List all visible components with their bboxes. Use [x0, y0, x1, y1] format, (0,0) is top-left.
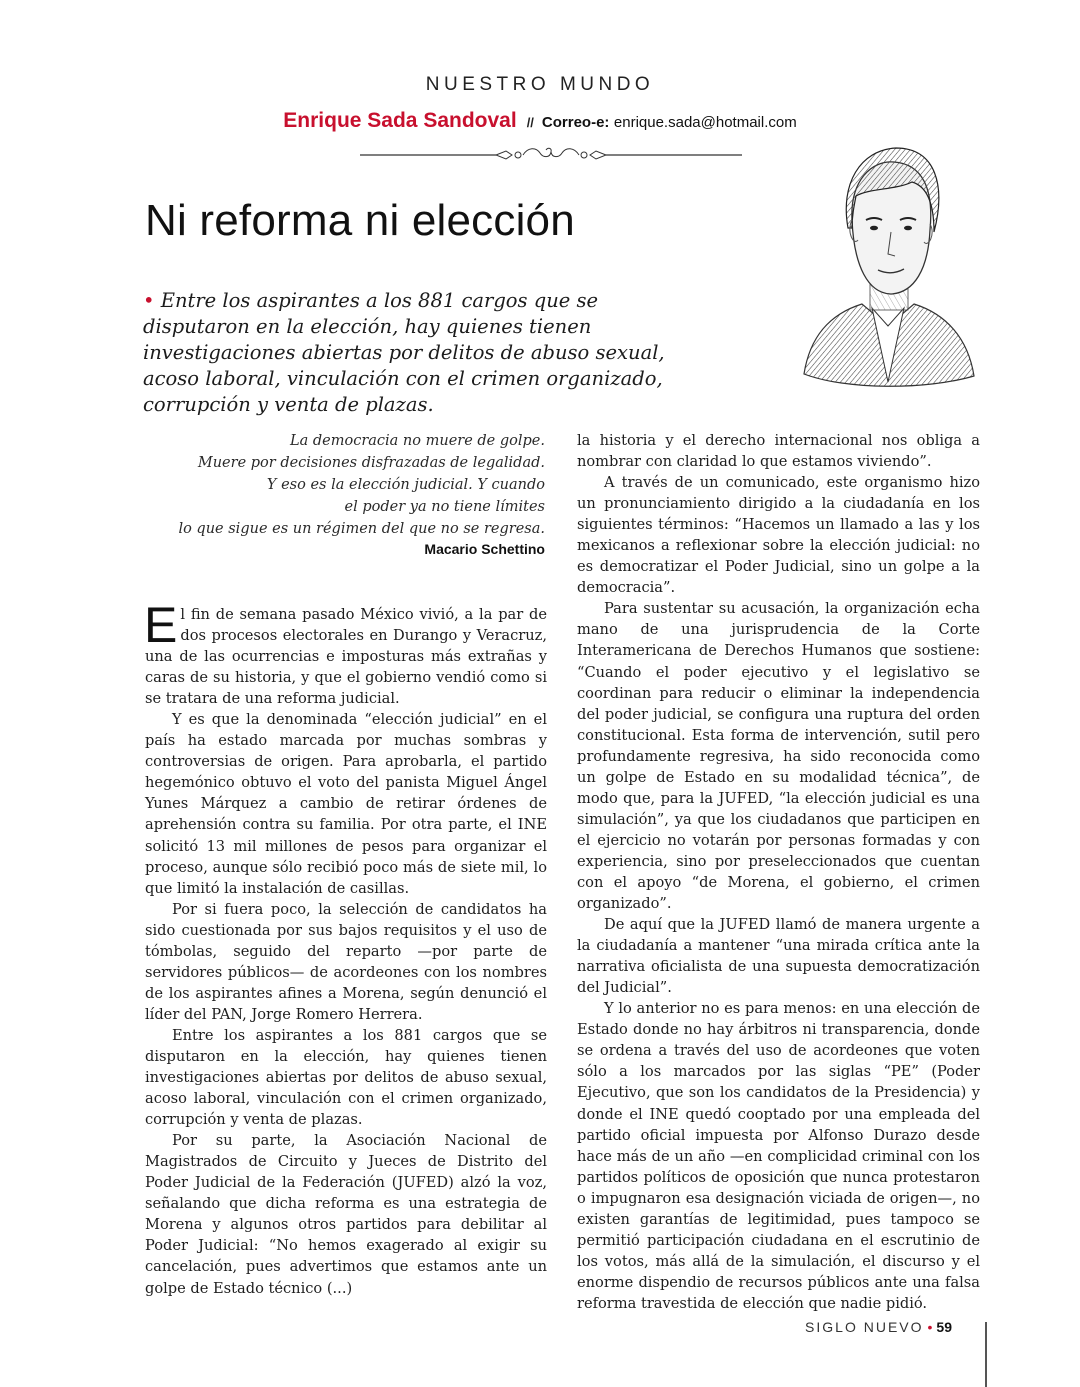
folio-bullet: • [927, 1319, 933, 1335]
epigraph-quote [145, 430, 545, 540]
article-summary [143, 288, 708, 418]
body-paragraph: Y lo anterior no es para menos: en una elección de Estado donde no hay árbitros ni transparencia, donde se ordena a través del uso de acordeones que voten sólo a los marcados por las siglas “PE” (Poder Ejecutivo, que son los candidatos de la Presidencia) y donde el INE quedó cooptado por una empleada del partido oficial impuesta por Alfonso Durazo desde hace más de un año —en complicidad criminal con los partidos políticos de oposición que nunca protestaron o impugnaron esa designación viciada de origen—, no existen garantías de legitimidad, pues tampoco se permitió participación ciudadana en el escrutinio de los votos, más allá de la simulación, el discurso y el enorme dispendio de recursos públicos ante una falsa reforma travestida de elección que nadie pidió. [577, 1000, 980, 1312]
author-portrait [796, 136, 978, 388]
paragraph-text: l fin de semana pasado México vivió, a la par de dos procesos electorales en Durango y Veracruz, una de las ocurrencias e imposturas más extrañas y caras de su historia, y que el gobierno vendió como si se tratara de una reforma judicial. [145, 606, 547, 708]
drop-cap: E [144, 597, 178, 653]
summary-text: Entre los aspirantes a los 881 cargos que se disputaron en la elección, hay quienes tienen investigaciones abiertas por delitos de abuso sexual, acoso laboral, vinculación con el crimen organizado, corrupción y venta de plazas. [143, 289, 665, 416]
author-name: Enrique Sada Sandoval [283, 109, 517, 132]
quote-author: Macario Schettino [424, 541, 545, 557]
author-email[interactable]: enrique.sada@hotmail.com [613, 114, 797, 131]
body-paragraph: Por si fuera poco, la selección de candidatos ha sido cuestionada por sus bajos requisitos y el uso de tómbolas, seguido del reparto —por parte de servidores públicos— de acordeones con los nombres de los aspirantes afines a Morena, según denunció el líder del PAN, Jorge Romero Herrera. [145, 900, 547, 1023]
article-title: Ni reforma ni elección [145, 196, 575, 245]
email-label: Correo-e: [541, 114, 610, 131]
quote-line: lo que sigue es un régimen del que no se regresa. [178, 521, 545, 537]
quote-line: Y eso es la elección judicial. Y cuando [266, 477, 545, 493]
byline-separator: // [526, 115, 534, 130]
quote-line: el poder ya no tiene límites [344, 499, 545, 515]
body-paragraph: Y es que la denominada “elección judicial” en el país ha estado marcada por muchas sombras y controversias de origen. Para aprobarla, el partido hegemónico obtuvo el voto del panista Miguel Ángel Yunes Márquez a cambio de retirar órdenes de aprehensión contra su familia. Por otra parte, el INE solicitó 13 mil millones de pesos para organizar el proceso, aunque sólo recibió poco más de siete mil, lo que limitó la instalación de casillas. [145, 711, 547, 897]
body-paragraph: Por su parte, la Asociación Nacional de Magistrados de Circuito y Jueces de Distrito del Poder Judicial de la Federación (JUFED) alzó la voz, señalando que dicha reforma es una estrategia de Morena y algunos otros partidos para debilitar al Poder Judicial: “No hemos exagerado al exigir su cancelación, pues advertimos que estamos ante un golpe de Estado técnico (...) [145, 1132, 547, 1297]
body-column-left [144, 597, 547, 1299]
body-paragraph: Para sustentar su acusación, la organización echa mano de una jurisprudencia de la Corte Interamericana de Derechos Humanos que sostiene: “Cuando el poder ejecutivo y el legislativo se coordinan para reducir o eliminar la independencia del poder judicial, se configura una ruptura del orden constitucional. Esta forma de intervención, sutil pero profundamente regresiva, ha sido reconocida como un golpe de Estado en su modalidad técnica”, de modo que, para la JUFED, “la elección judicial es una simulación”, ya que los ciudadanos que participen en el ejercicio no votarán por personas formadas y con experiencia, sino por preseleccionados que cuentan con el apoyo “de Morena, el gobierno, el crimen organizado”. [577, 600, 980, 913]
summary-bullet: • [143, 289, 155, 312]
body-column-right [577, 430, 980, 1314]
quote-line: La democracia no muere de golpe. [290, 433, 545, 449]
quote-line: Muere por decisiones disfrazadas de legalidad. [197, 455, 545, 471]
section-title: NUESTRO MUNDO [425, 74, 655, 95]
body-paragraph: la historia y el derecho internacional nos obliga a nombrar con claridad lo que estamos viviendo”. [577, 432, 980, 471]
magazine-name: SIGLO NUEVO [805, 1319, 924, 1335]
body-paragraph: Entre los aspirantes a los 881 cargos que se disputaron en la elección, hay quienes tienen investigaciones abiertas por delitos de abuso sexual, acoso laboral, vinculación con el crimen organizado, corrupción y venta de plazas. [145, 1026, 547, 1129]
byline [0, 109, 1080, 133]
body-paragraph: De aquí que la JUFED llamó de manera urgente a la ciudadanía a mantener “una mirada crítica ante la narrativa oficialista de una supuesta democratización del Judicial”. [577, 916, 980, 997]
page-number: 59 [936, 1319, 952, 1335]
body-paragraph [144, 597, 547, 709]
page-folio [805, 1319, 952, 1335]
body-paragraph: A través de un comunicado, este organismo hizo un pronunciamiento dirigido a la ciudadanía en los siguientes términos: “Hacemos un llamado a las y los mexicanos a reflexionar sobre la elección judicial: no es democratizar el Poder Judicial, sino un golpe a la democracia”. [577, 474, 980, 597]
folio-rule [985, 1322, 987, 1387]
ornament-divider [360, 144, 742, 166]
